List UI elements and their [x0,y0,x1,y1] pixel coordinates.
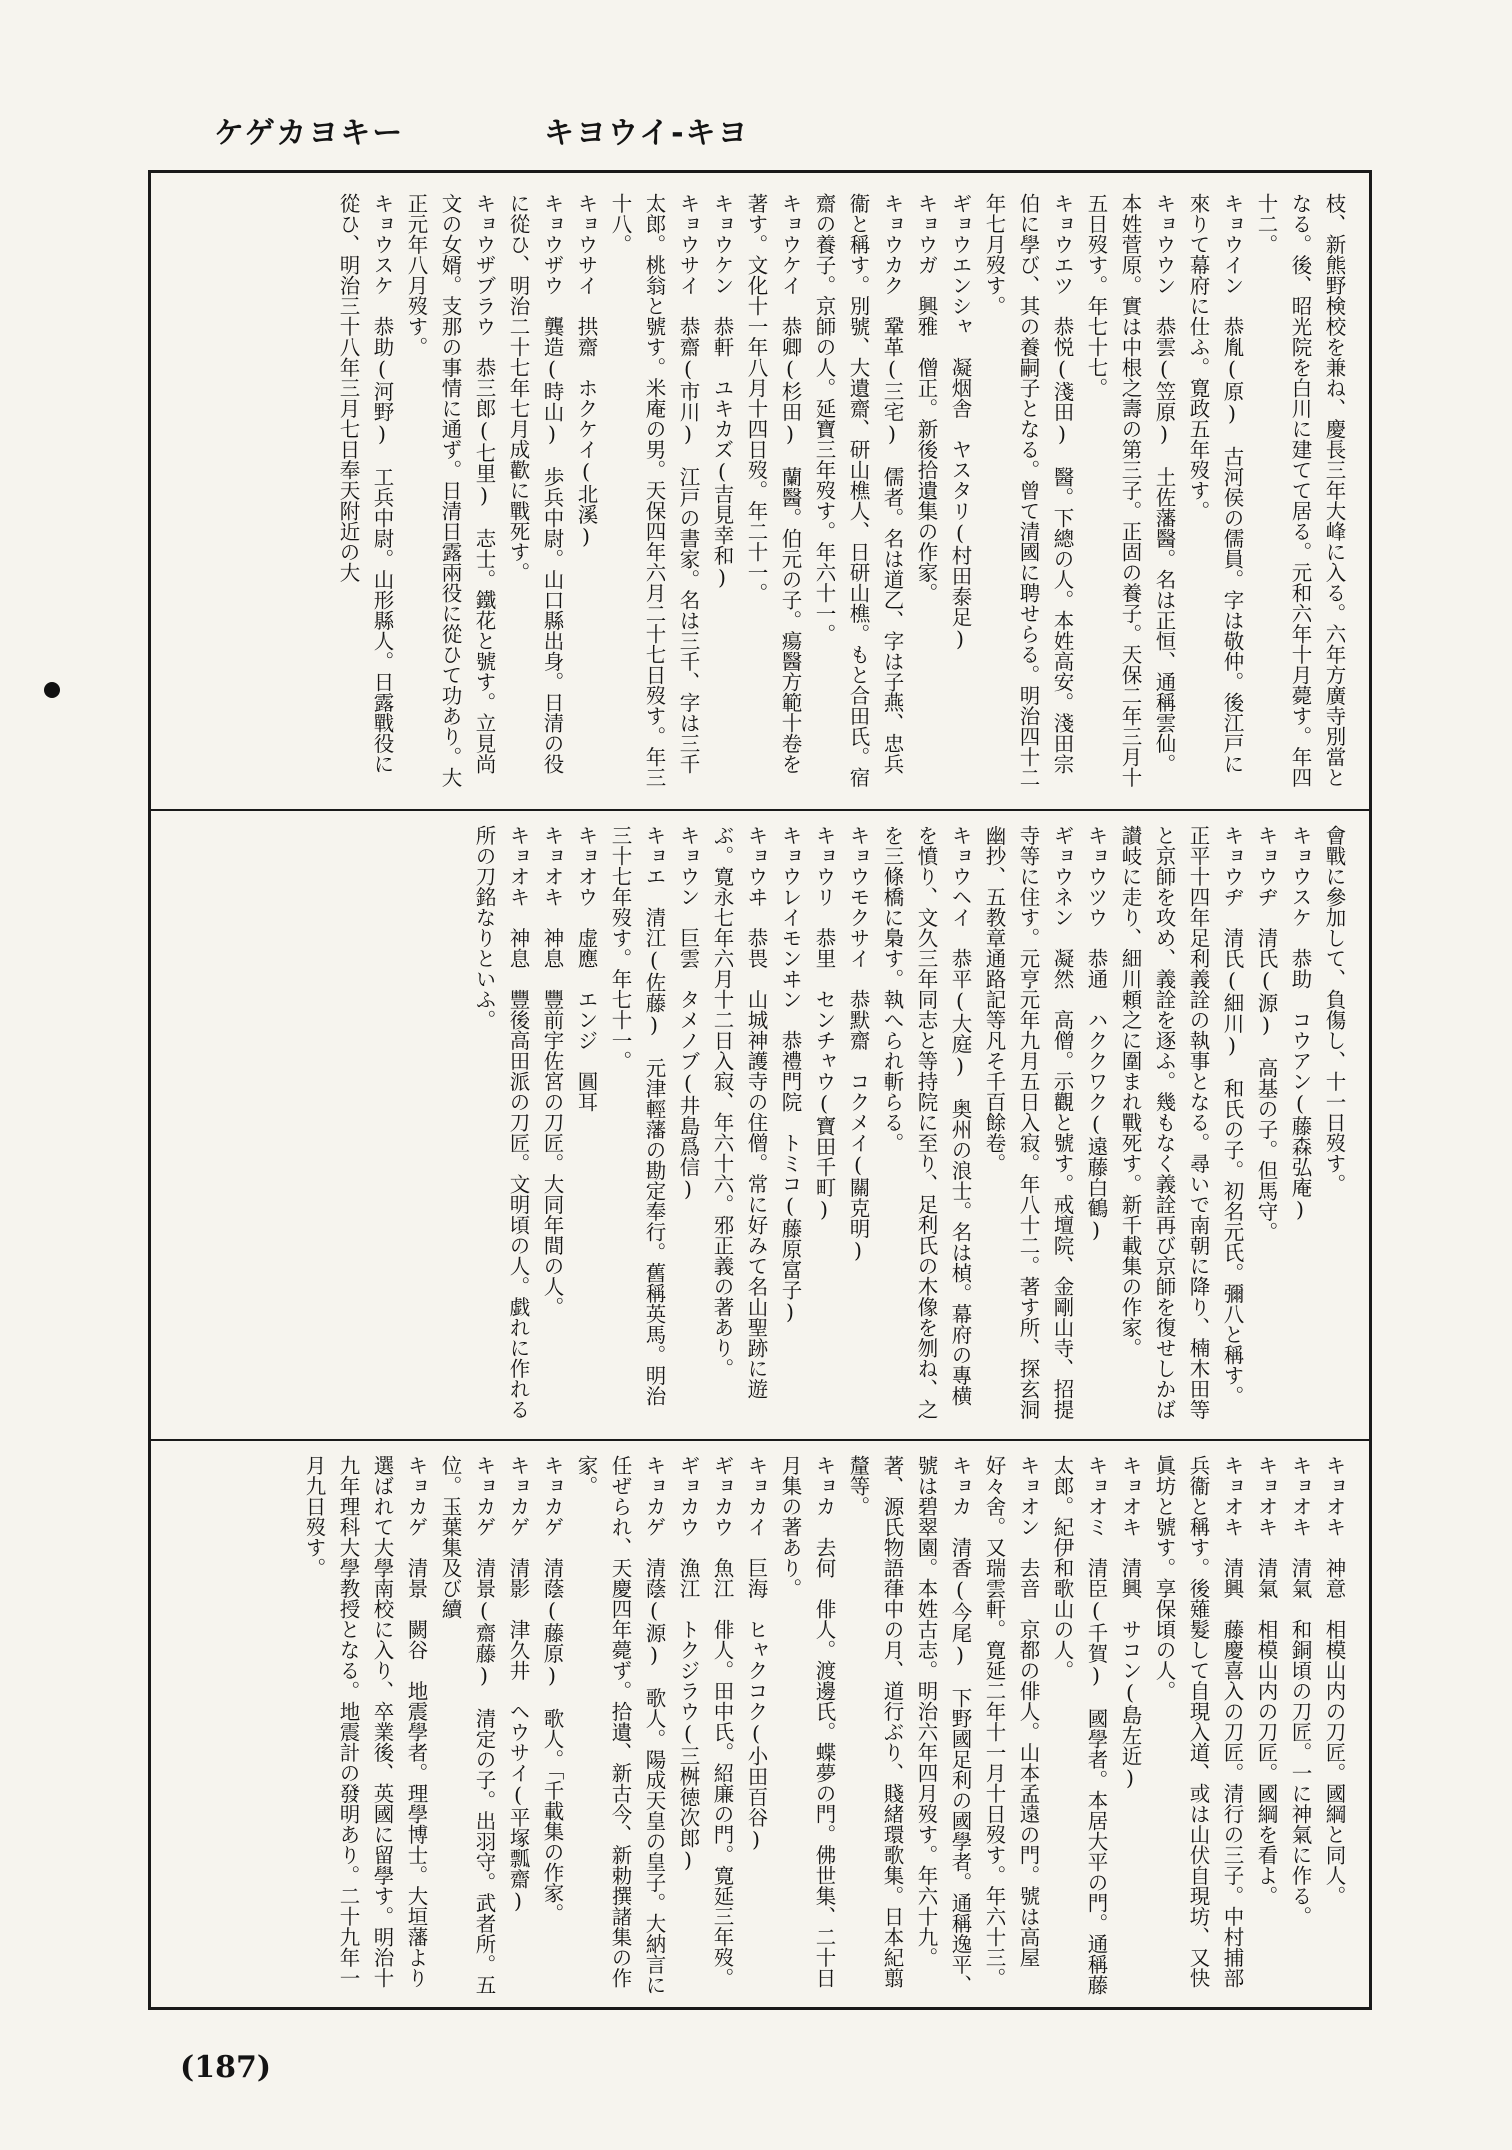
dictionary-page-frame [148,170,1372,2010]
entries-text-2: 會戰に參加して、負傷し、十一日歿す。 キョウスケ 恭助 コウアン(藤森弘庵) キョウヂ 清氏(源) 高基の子。但馬守。 キョウヂ 清氏(細川) 和氏の子。初名元氏。彌八と稱す。正平十四年足利義詮の執事となる。尋いで南朝に降り、楠木田等と京師を攻め、義詮を逐ふ。幾もなく義詮再び京師を復せしかば讃岐に走り、細川頼之に圍まれ戰死す。新千載集の作家。 キョウツウ 恭通 ハククワク(遠藤白鶴) ギョウネン 凝然 高僧。示觀と號す。戒壇院、金剛山寺、招提寺等に住す。元亨元年九月五日入寂。年八十二。著す所、探玄洞幽抄、五教章通路記等凡そ千百餘卷。 キョウヘイ 恭平(大庭) 奥州の浪士。名は楨。幕府の專横を憤り、文久三年同志と等持院に至り、足利氏の木像を刎ね、之を三條橋に梟す。執へられ斬らる。 キョウモクサイ 恭默齋 コクメイ(關克明) キョウリ 恭里 センチャウ(寶田千町) キョウレイモンヰン 恭禮門院 トミコ(藤原富子) キョウヰ 恭畏 山城神護寺の住僧。常に好みて名山聖跡に遊ぶ。寛永七年六月十二日入寂、年六十六。邪正義の著あり。 キョウン 巨雲 タメノブ(井島爲信) キョエ 清江(佐藤) 元津輕藩の勘定奉行。舊稱英馬。明治三十七年歿す。年七十一。 キョオウ 虚應 エンジ 圓耳 キョオキ 神息 豐前宇佐宮の刀匠。大同年間の人。 キョオキ 神息 豐後高田派の刀匠。文明頃の人。戯れに作れる所の刀銘なりといふ。 [472,825,1346,1420]
header-left: ケゲカヨキー [214,116,405,151]
entries-text-3: キョオキ 神意 相模山内の刀匠。國綱と同人。 キョオキ 清氣 和銅頃の刀匠。一に神氣に作る。 キョオキ 清氣 相模山内の刀匠。國綱を看よ。 キョオキ 清興 藤慶喜入の刀匠。清行の三子。中村捕部兵衞と稱す。後薙髮して自現入道、或は山伏自現坊、又快眞坊と號す。享保頃の人。 キョオキ 清興 サコン(島左近) キョオミ 清臣(千賀) 國學者。本居大平の門。通稱藤太郎。紀伊和歌山の人。 キョオン 去音 京都の俳人。山本孟遠の門。號は高屋好々舍。又瑞雲軒。寛延二年十一月十日歿す。年六十三。 キョカ 清香(今尾) 下野國足利の國學者。通稱逸平、號は碧翠園。本姓古志。明治六年四月歿す。年六十九。著、源氏物語葎中の月、道行ぶり、賤緒環歌集。日本紀翦釐等。 キョカ 去何 俳人。渡邊氏。蝶夢の門。佛世集、二十日月集の著あり。 キョカイ 巨海 ヒャクコク(小田百谷) ギョカウ 魚江 俳人。田中氏。紹廉の門。寛延三年歿。 ギョカウ 漁江 トクジラウ(三桝徳次郎) キョカゲ 清蔭(源) 歌人。陽成天皇の皇子。大納言に任ぜられ、天慶四年薨ず。拾遺、新古今、新勅撰諸集の作家。 キョカゲ 清蔭(藤原) 歌人。「千載集の作家。 キョカゲ 清影 津久井 ヘウサイ(平塚瓢齋) キョカゲ 清景(齋藤) 清定の子。出羽守。武者所。五位。玉葉集及び續 キョカゲ 清景 闕谷 地震學者。理學博士。大垣藩より選ばれて大學南校に入り、卒業後、英國に留學す。明治十九年理科大學教授となる。地震計の發明あり。二十九年一月九日歿す。 [302,1455,1346,1995]
entries-tier-1 [169,193,1351,793]
tier-divider [151,809,1369,811]
header-right: キヨウイ-キヨ [544,116,750,151]
scan-mark [44,682,60,698]
entries-text-1: 枝、新熊野検校を兼ね、慶長三年大峰に入る。六年方廣寺別當となる。後、昭光院を白川に建てて居る。元和六年十月薨す。年四十二。 キョウイン 恭胤(原) 古河侯の儒員。字は敬仲。後江戸に來りて幕府に仕ふ。寛政五年歿す。 キョウウン 恭雲(笠原) 土佐藩醫。名は正恒、通稱雲仙。本姓菅原。實は中根之壽の第三子。正固の養子。天保二年三月十五日歿す。年七十七。 キョウエツ 恭悦(淺田) 醫。下總の人。本姓高安。淺田宗伯に學び、其の養嗣子となる。曾て清國に聘せらる。明治四十二年七月歿す。 ギョウエンシャ 凝烟舎 ヤスタリ(村田泰足) キョウガ 興雅 僧正。新後拾遺集の作家。 キョウカク 鞏革(三宅) 儒者。名は道乙、字は子燕、忠兵衞と稱す。別號、大遺齋、研山樵人、日研山樵。もと合田氏。宿齋の養子。京師の人。延寶三年歿す。年六十一。 キョウケイ 恭卿(杉田) 蘭醫。伯元の子。瘍醫方範十卷を著す。文化十一年八月十四日歿。年二十一。 キョウケン 恭軒 ユキカズ(吉見幸和) キョウサイ 恭齋(市川) 江戸の書家。名は三千、字は三千太郎。桃翁と號す。米庵の男。天保四年六月二十七日歿す。年三十八。 キョウサイ 拱齋 ホクケイ(北溪) キョウザウ 龔造(時山) 歩兵中尉。山口縣出身。日清の役に從ひ、明治二十七年七月成歡に戰死す。 キョウザブラウ 恭三郎(七里) 志士。鐵花と號す。立見尚文の女婿。支那の事情に通ず。日清日露兩役に從ひて功あり。大正元年八月歿す。 キョウスケ 恭助(河野) 工兵中尉。山形縣人。日露戰役に從ひ、明治三十八年三月七日奉天附近の大 [336,193,1346,788]
tier-divider [151,1439,1369,1441]
entries-tier-2 [169,825,1351,1425]
page-number: (187) [180,2050,272,2085]
entries-tier-3 [169,1455,1351,1995]
